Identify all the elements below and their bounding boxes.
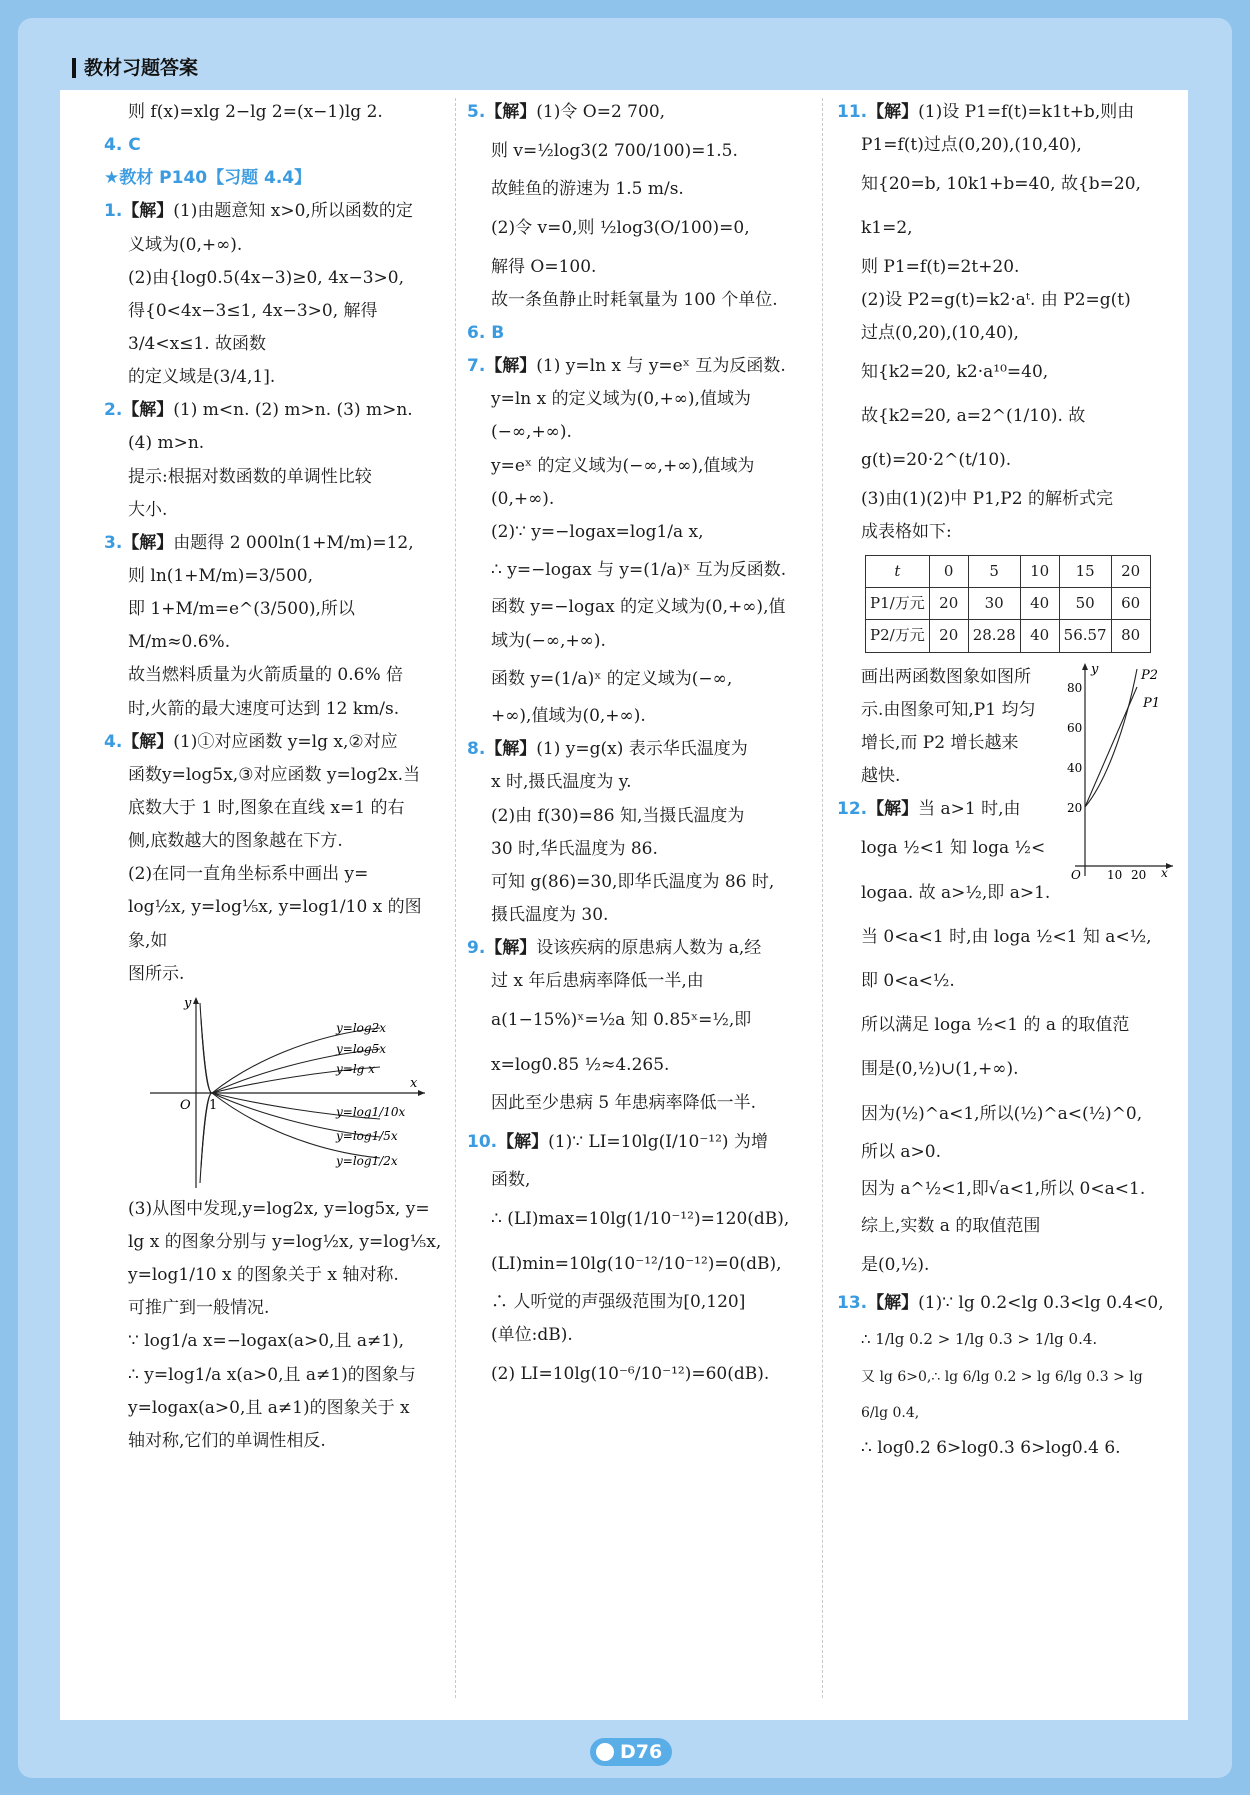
solution-marker: 【解】 — [122, 400, 174, 421]
table-cell: 20 — [929, 620, 968, 652]
question-number: 1. — [104, 201, 123, 222]
table-cell: 15 — [1059, 555, 1111, 587]
q12-line: 围是(0,½)∪(1,+∞). — [861, 1059, 1019, 1080]
q11-line: 画出两函数图象如图所 — [861, 666, 1031, 687]
solution-marker: 【解】 — [122, 201, 174, 222]
q1-line: 义域为(0,+∞). — [128, 234, 243, 255]
q5-line: 故鲑鱼的游速为 1.5 m/s. — [491, 179, 684, 200]
q4-line: 函数y=log5x,③对应函数 y=log2x.当 — [128, 764, 421, 785]
tick-80: 80 — [1067, 680, 1083, 695]
q12-line: 因为 a^½<1,即√a<1,所以 0<a<1. — [861, 1178, 1146, 1199]
q4-line: (3)从图中发现,y=log2x, y=log5x, y= — [128, 1198, 430, 1219]
q7-line: ∴ y=−logax 与 y=(1/a)ˣ 互为反函数. — [491, 559, 787, 580]
table-header-row — [866, 555, 1151, 587]
column-3 — [837, 96, 1173, 1465]
q2-line: 提示:根据对数函数的单调性比较 — [128, 466, 372, 487]
q10-line: ∴ 人听觉的声强级范围为[0,120] — [491, 1291, 746, 1312]
tick-20: 20 — [1067, 800, 1083, 815]
tick-x-10: 10 — [1107, 867, 1123, 881]
table-cell: 0 — [929, 555, 968, 587]
table-cell: 40 — [1020, 588, 1059, 620]
tick-40: 40 — [1067, 760, 1083, 775]
text-line: 则 f(x)=xlg 2−lg 2=(x−1)lg 2. — [128, 102, 383, 122]
values-table — [865, 555, 1151, 653]
q1-line: (2)由{log0.5(4x−3)≥0, 4x−3>0, — [128, 267, 405, 288]
tick-60: 60 — [1067, 720, 1083, 735]
q7-line: 7.【解】(1) y=ln x 与 y=eˣ 互为反函数. — [467, 356, 786, 377]
q5-line: 故一条鱼静止时耗氧量为 100 个单位. — [491, 289, 778, 310]
q4-line: lg x 的图象分别与 y=log½x, y=log⅕x, — [128, 1231, 442, 1252]
q12-line: 12.【解】当 a>1 时,由 — [837, 799, 1021, 820]
q10-line: (单位:dB). — [491, 1324, 573, 1345]
q4-line: y=log1/10 x 的图象关于 x 轴对称. — [128, 1265, 399, 1286]
origin-label: O — [1071, 867, 1081, 881]
solution-marker: 【解】 — [485, 356, 537, 377]
table-row — [866, 620, 1151, 652]
q7-line: y=ln x 的定义域为(0,+∞),值域为 — [491, 389, 751, 410]
solution-marker: 【解】 — [122, 532, 174, 553]
q3-line: 3.【解】由题得 2 000ln(1+M/m)=12, — [104, 532, 414, 553]
curve-label-log2: y=log2x — [336, 1020, 386, 1035]
table-cell: 56.57 — [1059, 620, 1111, 652]
table-cell: 20 — [1111, 555, 1150, 587]
curve-label-log-1-5: y=log1/5x — [336, 1128, 398, 1143]
q10-line: 10.【解】(1)∵ LI=10lg(I/10⁻¹²) 为增 — [467, 1131, 768, 1152]
tick-x-20: 20 — [1131, 867, 1147, 881]
q8-line: (2)由 f(30)=86 知,当摄氏温度为 — [491, 805, 745, 826]
q11-line: 越快. — [861, 766, 901, 787]
q11-line: (3)由(1)(2)中 P1,P2 的解析式完 — [861, 488, 1113, 509]
q8-line: 30 时,华氏温度为 86. — [491, 838, 658, 859]
curve-label-log-1-10: y=log1/10x — [336, 1104, 406, 1119]
answer-4: 4. C — [104, 135, 141, 156]
table-cell: P2/万元 — [866, 620, 930, 652]
q3-line: 则 ln(1+M/m)=3/500, — [128, 565, 314, 586]
q9-line: 过 x 年后患病率降低一半,由 — [491, 971, 704, 992]
table-cell: 10 — [1020, 555, 1059, 587]
table-cell: 50 — [1059, 588, 1111, 620]
x-label: x — [1161, 865, 1168, 880]
question-number: 7. — [467, 356, 486, 377]
q7-line: 域为(−∞,+∞). — [491, 630, 606, 651]
q12-line: 即 0<a<½. — [861, 970, 955, 991]
table-cell: 40 — [1020, 620, 1059, 652]
q3-line: 故当燃料质量为火箭质量的 0.6% 倍 — [128, 665, 403, 686]
q8-line: 8.【解】(1) y=g(x) 表示华氏温度为 — [467, 739, 748, 760]
q11-line: 示.由图象可知,P1 均匀 — [861, 699, 1036, 720]
question-number: 10. — [467, 1131, 498, 1152]
column-divider-2 — [822, 98, 823, 1698]
q2-line: (4) m>n. — [128, 433, 205, 454]
p1-label: P1 — [1143, 695, 1161, 711]
q4-line: 可推广到一般情况. — [128, 1298, 270, 1319]
q11-line: (2)设 P2=g(t)=k2·aᵗ. 由 P2=g(t) — [861, 289, 1131, 310]
q7-line: (2)∵ y=−logax=log1/a x, — [491, 521, 704, 542]
q13-line: ∴ log0.2 6>log0.3 6>log0.4 6. — [861, 1437, 1121, 1458]
q12-line: 是(0,½). — [861, 1254, 930, 1275]
q7-line: 函数 y=−logax 的定义域为(0,+∞),值 — [491, 597, 786, 618]
table-cell: 80 — [1111, 620, 1150, 652]
question-number: 5. — [467, 102, 486, 122]
q4-line: 4.【解】(1)①对应函数 y=lg x,②对应 — [104, 731, 398, 752]
q11-line: 成表格如下: — [861, 521, 952, 542]
q4-line: 轴对称,它们的单调性相反. — [128, 1430, 326, 1451]
x-axis-arrow — [418, 1090, 425, 1096]
p1-p2-graph — [1055, 661, 1175, 881]
solution-marker: 【解】 — [485, 739, 537, 760]
q4-line: 底数大于 1 时,图象在直线 x=1 的右 — [128, 797, 405, 818]
q8-line: 可知 g(86)=30,即华氏温度为 86 时, — [491, 871, 775, 892]
solution-marker: 【解】 — [867, 799, 919, 820]
q10-line: 函数, — [491, 1170, 531, 1191]
q11-line: 过点(0,20),(10,40), — [861, 322, 1019, 343]
header — [60, 20, 1188, 84]
question-number: 12. — [837, 799, 868, 820]
q4-line: (2)在同一直角坐标系中画出 y= — [128, 864, 369, 885]
column-1 — [104, 96, 442, 1458]
q12-line: 所以满足 loga ½<1 的 a 的取值范 — [861, 1015, 1130, 1036]
q11-line: 11.【解】(1)设 P1=f(t)=k1t+b,则由 — [837, 102, 1135, 122]
q12-line: 因为(½)^a<1,所以(½)^a<(½)^0, — [861, 1103, 1143, 1124]
x-label: x — [410, 1075, 418, 1091]
q2-line: 大小. — [128, 499, 168, 520]
q10-line: (LI)min=10lg(10⁻¹²/10⁻¹²)=0(dB), — [491, 1253, 782, 1274]
q3-line: 即 1+M/m=e^(3/500),所以 M/m≈0.6%. — [128, 599, 355, 653]
q1-line: 的定义域是(3/4,1]. — [128, 367, 276, 388]
q4-line: 侧,底数越大的图象越在下方. — [128, 831, 343, 852]
q13-line: 又 lg 6>0,∴ lg 6/lg 0.2 > lg 6/lg 0.3 > lg 6/lg 0.4, — [861, 1369, 1143, 1422]
table-cell: t — [866, 555, 930, 587]
solution-marker: 【解】 — [497, 1131, 549, 1152]
answer-6: 6. B — [467, 322, 505, 343]
origin-label: O — [180, 1097, 191, 1113]
question-number: 2. — [104, 400, 123, 421]
q11-line: 知{k2=20, k2·a¹⁰=40, — [861, 362, 1049, 383]
q9-line: 9.【解】设该疾病的原患病人数为 a,经 — [467, 938, 762, 959]
q9-line: a(1−15%)ˣ=½a 知 0.85ˣ=½,即 — [491, 1010, 752, 1031]
q12-line: logaa. 故 a>½,即 a>1. — [861, 882, 1051, 903]
q13-line: ∴ 1/lg 0.2 > 1/lg 0.3 > 1/lg 0.4. — [861, 1330, 1098, 1349]
solution-marker: 【解】 — [867, 1292, 919, 1313]
solution-marker: 【解】 — [485, 938, 537, 959]
y-axis-arrow — [1082, 663, 1088, 670]
q9-line: 因此至少患病 5 年患病率降低一半. — [491, 1092, 757, 1113]
header-title: 教材习题答案 — [72, 58, 198, 78]
solution-marker: 【解】 — [867, 102, 919, 122]
column-2 — [467, 96, 807, 1396]
section-heading: ★教材 P140【习题 4.4】 — [104, 168, 312, 189]
q11-line: 增长,而 P2 增长越来 — [861, 732, 1019, 753]
q7-line: 函数 y=(1/a)ˣ 的定义域为(−∞, — [491, 668, 733, 689]
question-number: 3. — [104, 532, 123, 553]
q4-line: ∴ y=log1/a x(a>0,且 a≠1)的图象与 — [128, 1364, 416, 1385]
question-number: 11. — [837, 102, 868, 122]
question-number: 9. — [467, 938, 486, 959]
table-row — [866, 588, 1151, 620]
question-number: 13. — [837, 1292, 868, 1313]
curve-label-lg: y=lg x — [336, 1061, 375, 1076]
q1-line: 得{0<4x−3≤1, 4x−3>0, 解得 3/4<x≤1. 故函数 — [128, 300, 378, 354]
q4-line: log½x, y=log⅕x, y=log1/10 x 的图象,如 — [128, 897, 422, 951]
page-number: D76 — [620, 1741, 663, 1763]
table-cell: 60 — [1111, 588, 1150, 620]
q13-line: 13.【解】(1)∵ lg 0.2<lg 0.3<lg 0.4<0, — [837, 1292, 1164, 1313]
q10-line: (2) LI=10lg(10⁻⁶/10⁻¹²)=60(dB). — [491, 1363, 770, 1384]
q12-line: 所以 a>0. — [861, 1141, 942, 1162]
p2-label: P2 — [1141, 667, 1159, 683]
q3-line: 时,火箭的最大速度可达到 12 km/s. — [128, 698, 400, 719]
curve-label-log5: y=log5x — [336, 1041, 386, 1056]
q11-line: 知{20=b, 10k1+b=40, 故{b=20, k1=2, — [861, 174, 1141, 239]
q7-line: (−∞,+∞). — [491, 422, 572, 443]
badge-icon — [596, 1743, 614, 1761]
q12-line: 综上,实数 a 的取值范围 — [861, 1215, 1041, 1236]
table-cell: 5 — [968, 555, 1020, 587]
q11-line: P1=f(t)过点(0,20),(10,40), — [861, 135, 1082, 156]
table-cell: 20 — [929, 588, 968, 620]
q8-line: x 时,摄氏温度为 y. — [491, 772, 632, 793]
q7-line: +∞),值域为(0,+∞). — [491, 706, 646, 727]
one-label: 1 — [209, 1097, 218, 1113]
q8-line: 摄氏温度为 30. — [491, 905, 609, 926]
q7-line: (0,+∞). — [491, 488, 555, 509]
column-divider-1 — [455, 98, 456, 1698]
q4-line: y=logax(a>0,且 a≠1)的图象关于 x — [128, 1397, 410, 1418]
q11-line: 则 P1=f(t)=2t+20. — [861, 256, 1020, 277]
q5-line: (2)令 v=0,则 ½log3(O/100)=0, — [491, 218, 750, 239]
q5-line: 则 v=½log3(2 700/100)=1.5. — [491, 141, 738, 162]
q7-line: y=eˣ 的定义域为(−∞,+∞),值域为 — [491, 455, 755, 476]
q2-line: 2.【解】(1) m<n. (2) m>n. (3) m>n. — [104, 400, 413, 421]
y-label: y — [1091, 661, 1099, 677]
q11-line: 故{k2=20, a=2^(1/10). 故 g(t)=20·2^(t/10). — [861, 406, 1086, 471]
solution-marker: 【解】 — [122, 731, 174, 752]
q1-line: 1.【解】(1)由题意知 x>0,所以函数的定 — [104, 201, 413, 222]
q10-line: ∴ (LI)max=10lg(1/10⁻¹²)=120(dB), — [491, 1209, 790, 1230]
q12-line: 当 0<a<1 时,由 loga ½<1 知 a<½, — [861, 926, 1152, 947]
y-label: y — [184, 995, 192, 1011]
page-number-badge — [590, 1738, 672, 1766]
table-cell: 30 — [968, 588, 1020, 620]
q5-line: 解得 O=100. — [491, 256, 597, 277]
curve-label-log-1-2: y=log1/2x — [336, 1153, 398, 1168]
table-cell: P1/万元 — [866, 588, 930, 620]
q4-line: ∵ log1/a x=−logax(a>0,且 a≠1), — [128, 1331, 405, 1352]
curve-p2 — [1085, 669, 1137, 807]
question-number: 4. — [104, 731, 123, 752]
q9-line: x=log0.85 ½≈4.265. — [491, 1054, 670, 1075]
table-cell: 28.28 — [968, 620, 1020, 652]
y-axis-arrow — [193, 997, 199, 1004]
log-curves-graph — [140, 993, 430, 1193]
question-number: 8. — [467, 739, 486, 760]
q5-line: 5.【解】(1)令 O=2 700, — [467, 102, 666, 122]
q12-line: loga ½<1 知 loga ½< — [861, 838, 1046, 859]
q4-line: 图所示. — [128, 963, 185, 984]
solution-marker: 【解】 — [485, 102, 537, 122]
